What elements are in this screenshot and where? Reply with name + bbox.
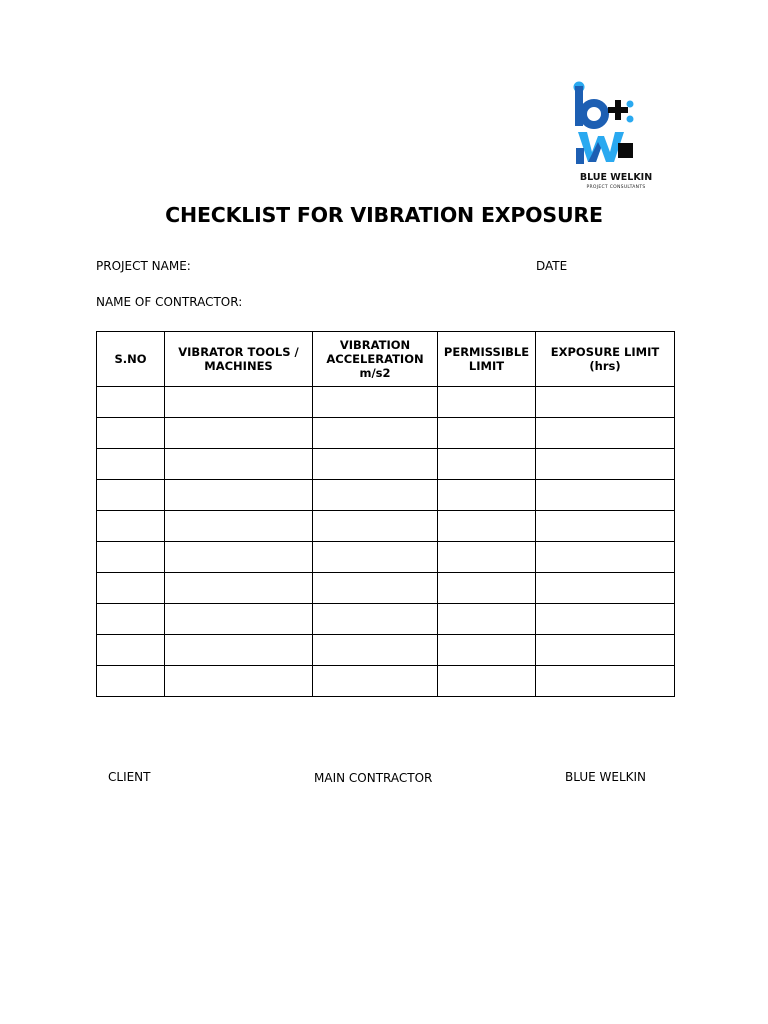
table-row xyxy=(97,480,675,511)
acceleration-cell[interactable] xyxy=(313,387,438,418)
exposure-cell[interactable] xyxy=(536,635,675,666)
tool-cell[interactable] xyxy=(165,666,313,697)
sno-cell[interactable] xyxy=(97,542,165,573)
table-row xyxy=(97,387,675,418)
table-row xyxy=(97,635,675,666)
exposure-cell[interactable] xyxy=(536,542,675,573)
permissible-cell[interactable] xyxy=(438,666,536,697)
exposure-cell[interactable] xyxy=(536,449,675,480)
permissible-cell[interactable] xyxy=(438,573,536,604)
acceleration-cell[interactable] xyxy=(313,666,438,697)
signature-client: CLIENT xyxy=(108,770,151,784)
table-row xyxy=(97,604,675,635)
permissible-cell[interactable] xyxy=(438,604,536,635)
date-label: DATE xyxy=(536,259,568,273)
signature-main-contractor: MAIN CONTRACTOR xyxy=(314,771,433,785)
tool-cell[interactable] xyxy=(165,604,313,635)
acceleration-cell[interactable] xyxy=(313,573,438,604)
tool-cell[interactable] xyxy=(165,573,313,604)
tool-cell[interactable] xyxy=(165,387,313,418)
header-vibrator-tools: VIBRATOR TOOLS / MACHINES xyxy=(165,332,313,387)
acceleration-cell[interactable] xyxy=(313,511,438,542)
company-logo xyxy=(568,80,664,194)
contractor-label: NAME OF CONTRACTOR: xyxy=(96,295,243,309)
tool-cell[interactable] xyxy=(165,418,313,449)
permissible-cell[interactable] xyxy=(438,542,536,573)
table-header-row xyxy=(97,332,675,387)
permissible-cell[interactable] xyxy=(438,635,536,666)
tool-cell[interactable] xyxy=(165,511,313,542)
header-vibration-acceleration: VIBRATION ACCELERATION m/s2 xyxy=(313,332,438,387)
vibration-checklist-table xyxy=(96,331,675,697)
exposure-cell[interactable] xyxy=(536,387,675,418)
table-row xyxy=(97,418,675,449)
table-row xyxy=(97,542,675,573)
tool-cell[interactable] xyxy=(165,449,313,480)
acceleration-cell[interactable] xyxy=(313,480,438,511)
sno-cell[interactable] xyxy=(97,604,165,635)
exposure-cell[interactable] xyxy=(536,573,675,604)
permissible-cell[interactable] xyxy=(438,418,536,449)
sno-cell[interactable] xyxy=(97,666,165,697)
permissible-cell[interactable] xyxy=(438,480,536,511)
table-row xyxy=(97,573,675,604)
exposure-cell[interactable] xyxy=(536,511,675,542)
blue-welkin-logo-mark xyxy=(568,80,664,170)
table-body xyxy=(97,387,675,697)
exposure-cell[interactable] xyxy=(536,666,675,697)
project-name-label: PROJECT NAME: xyxy=(96,259,191,273)
tool-cell[interactable] xyxy=(165,542,313,573)
signature-blue-welkin: BLUE WELKIN xyxy=(565,770,647,784)
tool-cell[interactable] xyxy=(165,480,313,511)
acceleration-cell[interactable] xyxy=(313,449,438,480)
exposure-cell[interactable] xyxy=(536,480,675,511)
exposure-cell[interactable] xyxy=(536,418,675,449)
table-row xyxy=(97,449,675,480)
sno-cell[interactable] xyxy=(97,449,165,480)
permissible-cell[interactable] xyxy=(438,387,536,418)
logo-tagline: PROJECT CONSULTANTS xyxy=(586,185,646,190)
sno-cell[interactable] xyxy=(97,387,165,418)
header-exposure-limit: EXPOSURE LIMIT (hrs) xyxy=(536,332,675,387)
logo-company-name: BLUE WELKIN xyxy=(579,172,653,183)
header-sno: S.NO xyxy=(97,332,165,387)
table-row xyxy=(97,511,675,542)
acceleration-cell[interactable] xyxy=(313,635,438,666)
permissible-cell[interactable] xyxy=(438,511,536,542)
sno-cell[interactable] xyxy=(97,418,165,449)
sno-cell[interactable] xyxy=(97,511,165,542)
acceleration-cell[interactable] xyxy=(313,604,438,635)
page-title: CHECKLIST FOR VIBRATION EXPOSURE xyxy=(165,203,603,227)
table-row xyxy=(97,666,675,697)
tool-cell[interactable] xyxy=(165,635,313,666)
permissible-cell[interactable] xyxy=(438,449,536,480)
sno-cell[interactable] xyxy=(97,480,165,511)
acceleration-cell[interactable] xyxy=(313,542,438,573)
sno-cell[interactable] xyxy=(97,635,165,666)
exposure-cell[interactable] xyxy=(536,604,675,635)
acceleration-cell[interactable] xyxy=(313,418,438,449)
sno-cell[interactable] xyxy=(97,573,165,604)
header-permissible-limit: PERMISSIBLE LIMIT xyxy=(438,332,536,387)
